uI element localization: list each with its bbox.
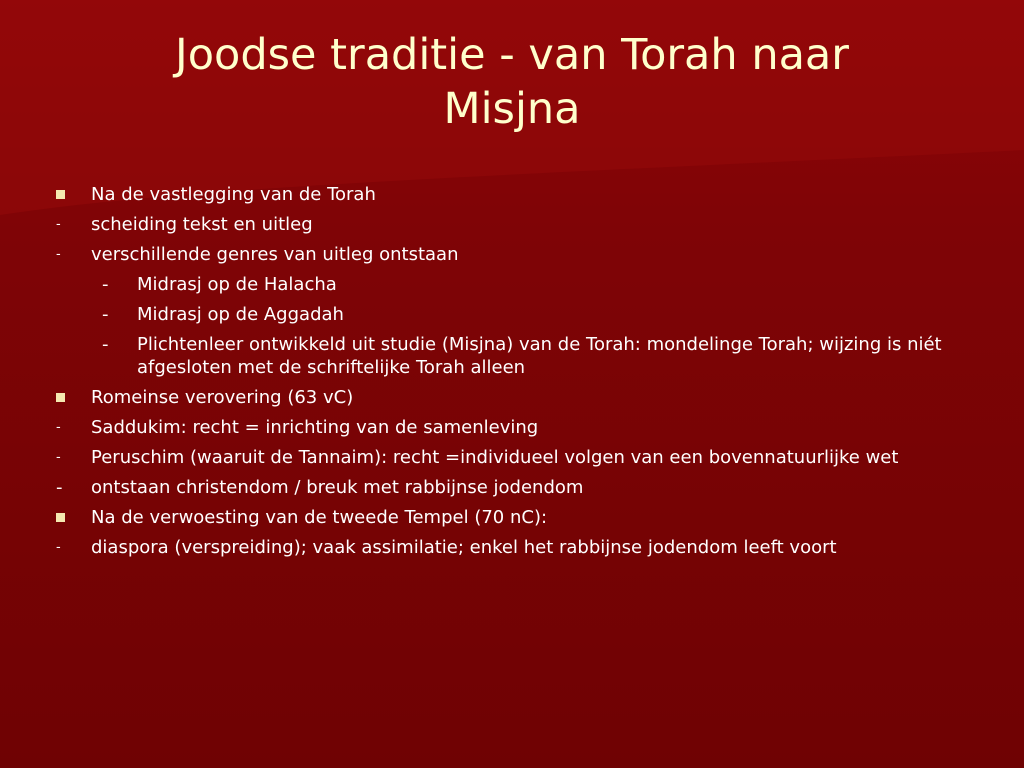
list-item-text: ontstaan christendom / breuk met rabbijnse jodendom bbox=[91, 477, 584, 498]
list-item-text: Romeinse verovering (63 vC) bbox=[91, 387, 354, 408]
list-item-text: Na de vastlegging van de Torah bbox=[91, 184, 376, 205]
list-item: - ontstaan christendom / breuk met rabbijnse jodendom bbox=[56, 477, 584, 498]
list-item bbox=[55, 386, 960, 409]
list-item: - verschillende genres van uitleg ontstaan bbox=[56, 244, 459, 265]
list-item-text: Na de verwoesting van de tweede Tempel (70 nC): bbox=[91, 507, 548, 528]
list-item-text: Midrasj op de Halacha bbox=[137, 274, 337, 295]
list-item: - scheiding tekst en uitleg bbox=[56, 214, 313, 235]
list-item-text: Midrasj op de Aggadah bbox=[137, 304, 344, 325]
bullet-list bbox=[55, 183, 960, 566]
list-item-text: diaspora (verspreiding); vaak assimilatie; enkel het rabbijnse jodendom leeft voort bbox=[91, 537, 837, 558]
list-item-text: Peruschim (waaruit de Tannaim): recht =individueel volgen van een bovennatuurlijke wet bbox=[91, 447, 899, 468]
list-item-text: Plichtenleer ontwikkeld uit studie (Misjna) van de Torah: mondelinge Torah; wijzing is niét afgesloten met de schriftelijke Torah alleen bbox=[137, 334, 942, 378]
list-item bbox=[55, 183, 960, 206]
list-item: - Midrasj op de Aggadah bbox=[102, 304, 344, 325]
list-item bbox=[55, 506, 960, 529]
list-item-text: scheiding tekst en uitleg bbox=[91, 214, 313, 235]
title-line-2: Misjna bbox=[443, 84, 581, 134]
list-item: - Saddukim: recht = inrichting van de samenleving bbox=[56, 417, 539, 438]
list-item: - diaspora (verspreiding); vaak assimilatie; enkel het rabbijnse jodendom leeft voort bbox=[56, 537, 837, 558]
list-item-text: Saddukim: recht = inrichting van de samenleving bbox=[91, 417, 539, 438]
list-item: - Midrasj op de Halacha bbox=[102, 274, 337, 295]
list-item: - Plichtenleer ontwikkeld uit studie (Misjna) van de Torah: mondelinge Torah; wijzing is niét afgesloten met de schriftelijke Torah alleen bbox=[102, 334, 942, 378]
title-line-1: Joodse traditie - van Torah naar bbox=[175, 30, 849, 80]
list-item-text: verschillende genres van uitleg ontstaan bbox=[91, 244, 459, 265]
list-item: - Peruschim (waaruit de Tannaim): recht =individueel volgen van een bovennatuurlijke wet bbox=[56, 447, 899, 468]
slide-title bbox=[60, 28, 964, 136]
